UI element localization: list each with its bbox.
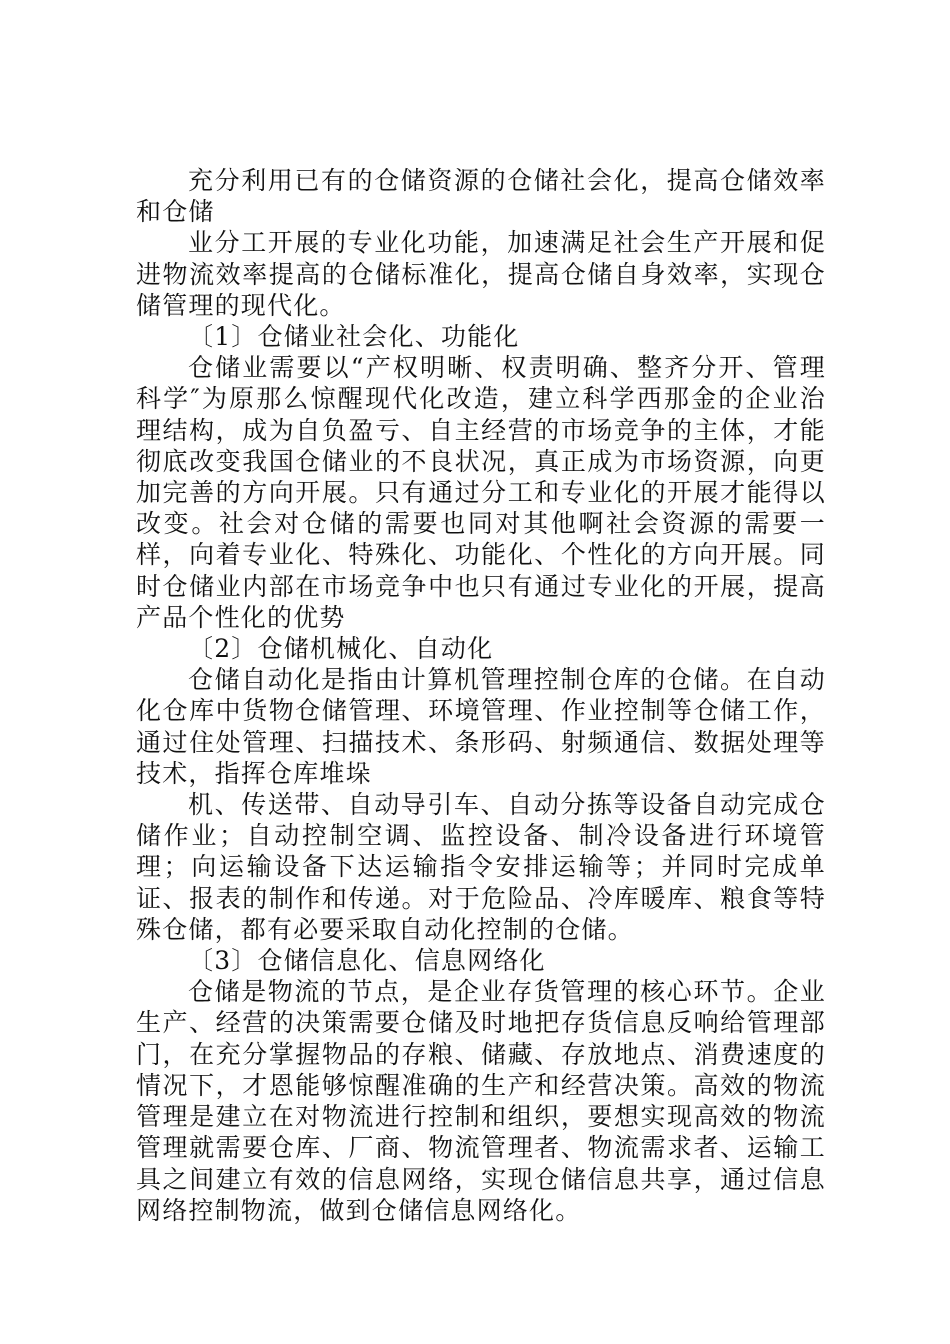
paragraph-intro: 充分利用已有的仓储资源的仓储社会化，提高仓储效率和仓储	[136, 166, 826, 227]
paragraph-information-network: 仓储是物流的节点，是企业存货管理的核心环节。企业生产、经营的决策需要仓储及时地把存货信息反响给管理部门，在充分掌握物品的存粮、储藏、存放地点、消费速度的情况下，才恩能够惊醒准确的生产和经营决策。高效的物流管理是建立在对物流进行控制和组织，要想实现高效的物流管理就需要仓库、厂商、物流管理者、物流需求者、运输工具之间建立有效的信息网络，实现仓储信息共享，通过信息网络控制物流，做到仓储信息网络化。	[136, 977, 826, 1225]
paragraph-automation: 仓储自动化是指由计算机管理控制仓库的仓储。在自动化仓库中货物仓储管理、环境管理、作业控制等仓储工作，通过住处管理、扫描技术、条形码、射频通信、数据处理等技术，指挥仓库堆垛	[136, 665, 826, 788]
paragraph-socialization: 仓储业需要以“产权明晰、权责明确、整齐分开、管理科学″为原那么惊醒现代化改造，建立科学西那金的企业治理结构，成为自负盈亏、自主经营的市场竞争的主体，才能彻底改变我国仓储业的不良状况，真正成为市场资源，向更加完善的方向开展。只有通过分工和专业化的开展才能得以改变。社会对仓储的需要也同对其他啊社会资源的需要一样，向着专业化、特殊化、功能化、个性化的方向开展。同时仓储业内部在市场竞争中也只有通过专业化的开展，提高产品个性化的优势	[136, 353, 826, 632]
section-heading-3: 〔3〕仓储信息化、信息网络化	[188, 946, 546, 976]
paragraph-automation-continued: 机、传送带、自动导引车、自动分拣等设备自动完成仓储作业；自动控制空调、监控设备、制冷设备进行环境管理；向运输设备下达运输指令安排运输等；并同时完成单证、报表的制作和传递。对于危险品、冷库暖库、粮食等特殊仓储，都有必要采取自动化控制的仓储。	[136, 790, 826, 944]
section-heading-1: 〔1〕仓储业社会化、功能化	[188, 322, 520, 352]
paragraph-division-of-labor: 业分工开展的专业化功能，加速满足社会生产开展和促进物流效率提高的仓储标准化，提高仓储自身效率，实现仓储管理的现代化。	[136, 228, 826, 320]
document-body	[136, 165, 826, 1226]
section-heading-2: 〔2〕仓储机械化、自动化	[188, 634, 494, 664]
